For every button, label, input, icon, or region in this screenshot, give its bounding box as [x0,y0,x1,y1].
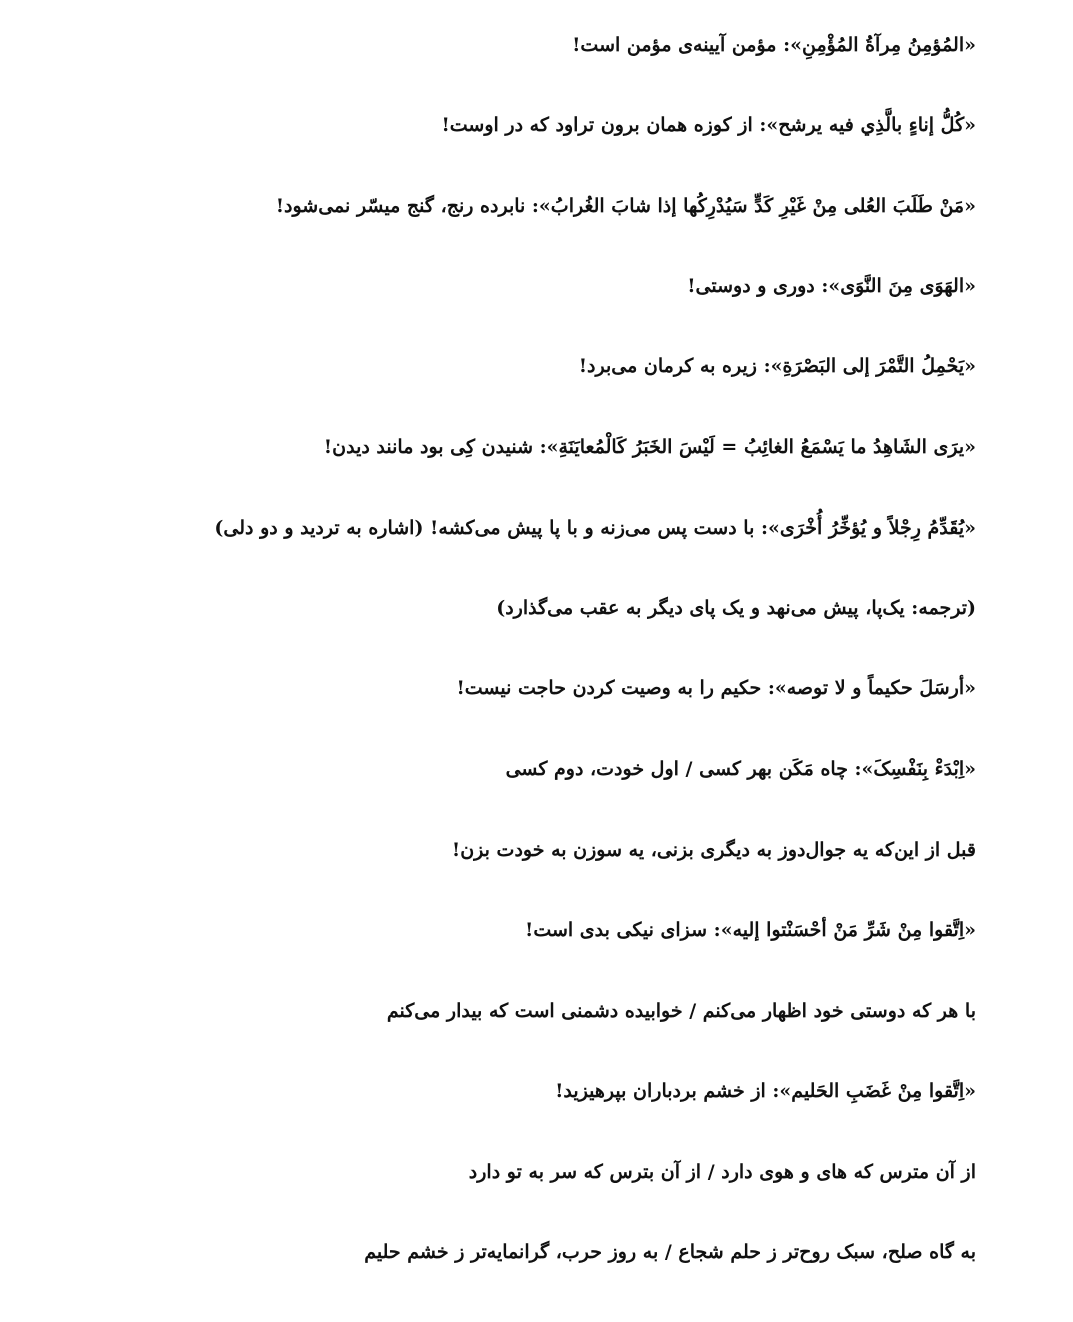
proverb-line-12: «اِتَّقوا مِنْ غَضَبِ الحَليم»: از خشم بردباران بپرهیزید! [555,1080,976,1102]
verse-line-3: به گاه صلح، سبک روح‌تر ز حلم شجاع / به روز حرب، گرانمایه‌تر ز خشم حلیم [364,1241,976,1263]
proverb-line-6: «يرَى الشَاهِدُ ما يَسْمَعُ الغائِبُ = لَيْسَ الخَبَرُ كَالْمُعايَنَةِ»: شنیدن کِی بود مانند دیدن! [323,436,976,458]
proverb-line-4: «الهَوَى مِنَ النَّوَى»: دوری و دوستی! [687,275,976,297]
verse-line-1: با هر که دوستی خود اظهار می‌کنم / خوابیده دشمنی است که بیدار می‌کنم [386,1000,976,1022]
proverb-line-2: «كُلُّ إناءٍ بالَّذِي فيه يرشح»: از کوزه همان برون تراود که در اوست! [441,114,976,136]
proverb-line-7: «يُقَدِّمُ رِجْلاً و يُؤخِّرُ أُخْرَى»: با دست پس می‌زنه و با پا پیش می‌کشه! (اشاره به تردید و دو دلی) [214,517,976,539]
proverb-line-9: «اِبْدَءْ بِنَفْسِکَ»: چاه مَکَن بهر کسی / اول خودت، دوم کسی [505,758,976,780]
proverb-line-5: «يَحْمِلُ التَّمْرَ إلى البَصْرَةِ»: زیره به کرمان می‌برد! [578,355,976,377]
proverb-line-1: «المُؤمِنُ مِرآةُ المُؤْمِنِ»: مؤمن آیینه‌ی مؤمن است! [572,34,976,56]
verse-line-2: از آن مترس که های و هوی دارد / از آن بترس که سر به تو دارد [468,1161,976,1183]
proverb-line-11: «اِتَّقوا مِنْ شَرِّ مَنْ أحْسَنْتوا إليه»: سزای نیکی بدی است! [524,919,976,941]
proverb-line-10: قبل از این‌که یه جوال‌دوز به دیگری بزنی، یه سوزن به خودت بزن! [451,839,976,861]
translation-line: (ترجمه: یک‌پا، پیش می‌نهد و یک پای دیگر به عقب می‌گذارد) [496,597,976,619]
proverb-line-8: «أرسَلَ حكيماً و لا توصه»: حکیم را به وصیت کردن حاجت نیست! [456,677,976,699]
proverb-line-3: «مَنْ طَلَبَ العُلى مِنْ غَيْرِ كَدٍّ سَيُدْرِكُها إذا شابَ الغُرابُ»: نابرده رنج، گنج میسّر نمی‌شود! [275,195,976,217]
